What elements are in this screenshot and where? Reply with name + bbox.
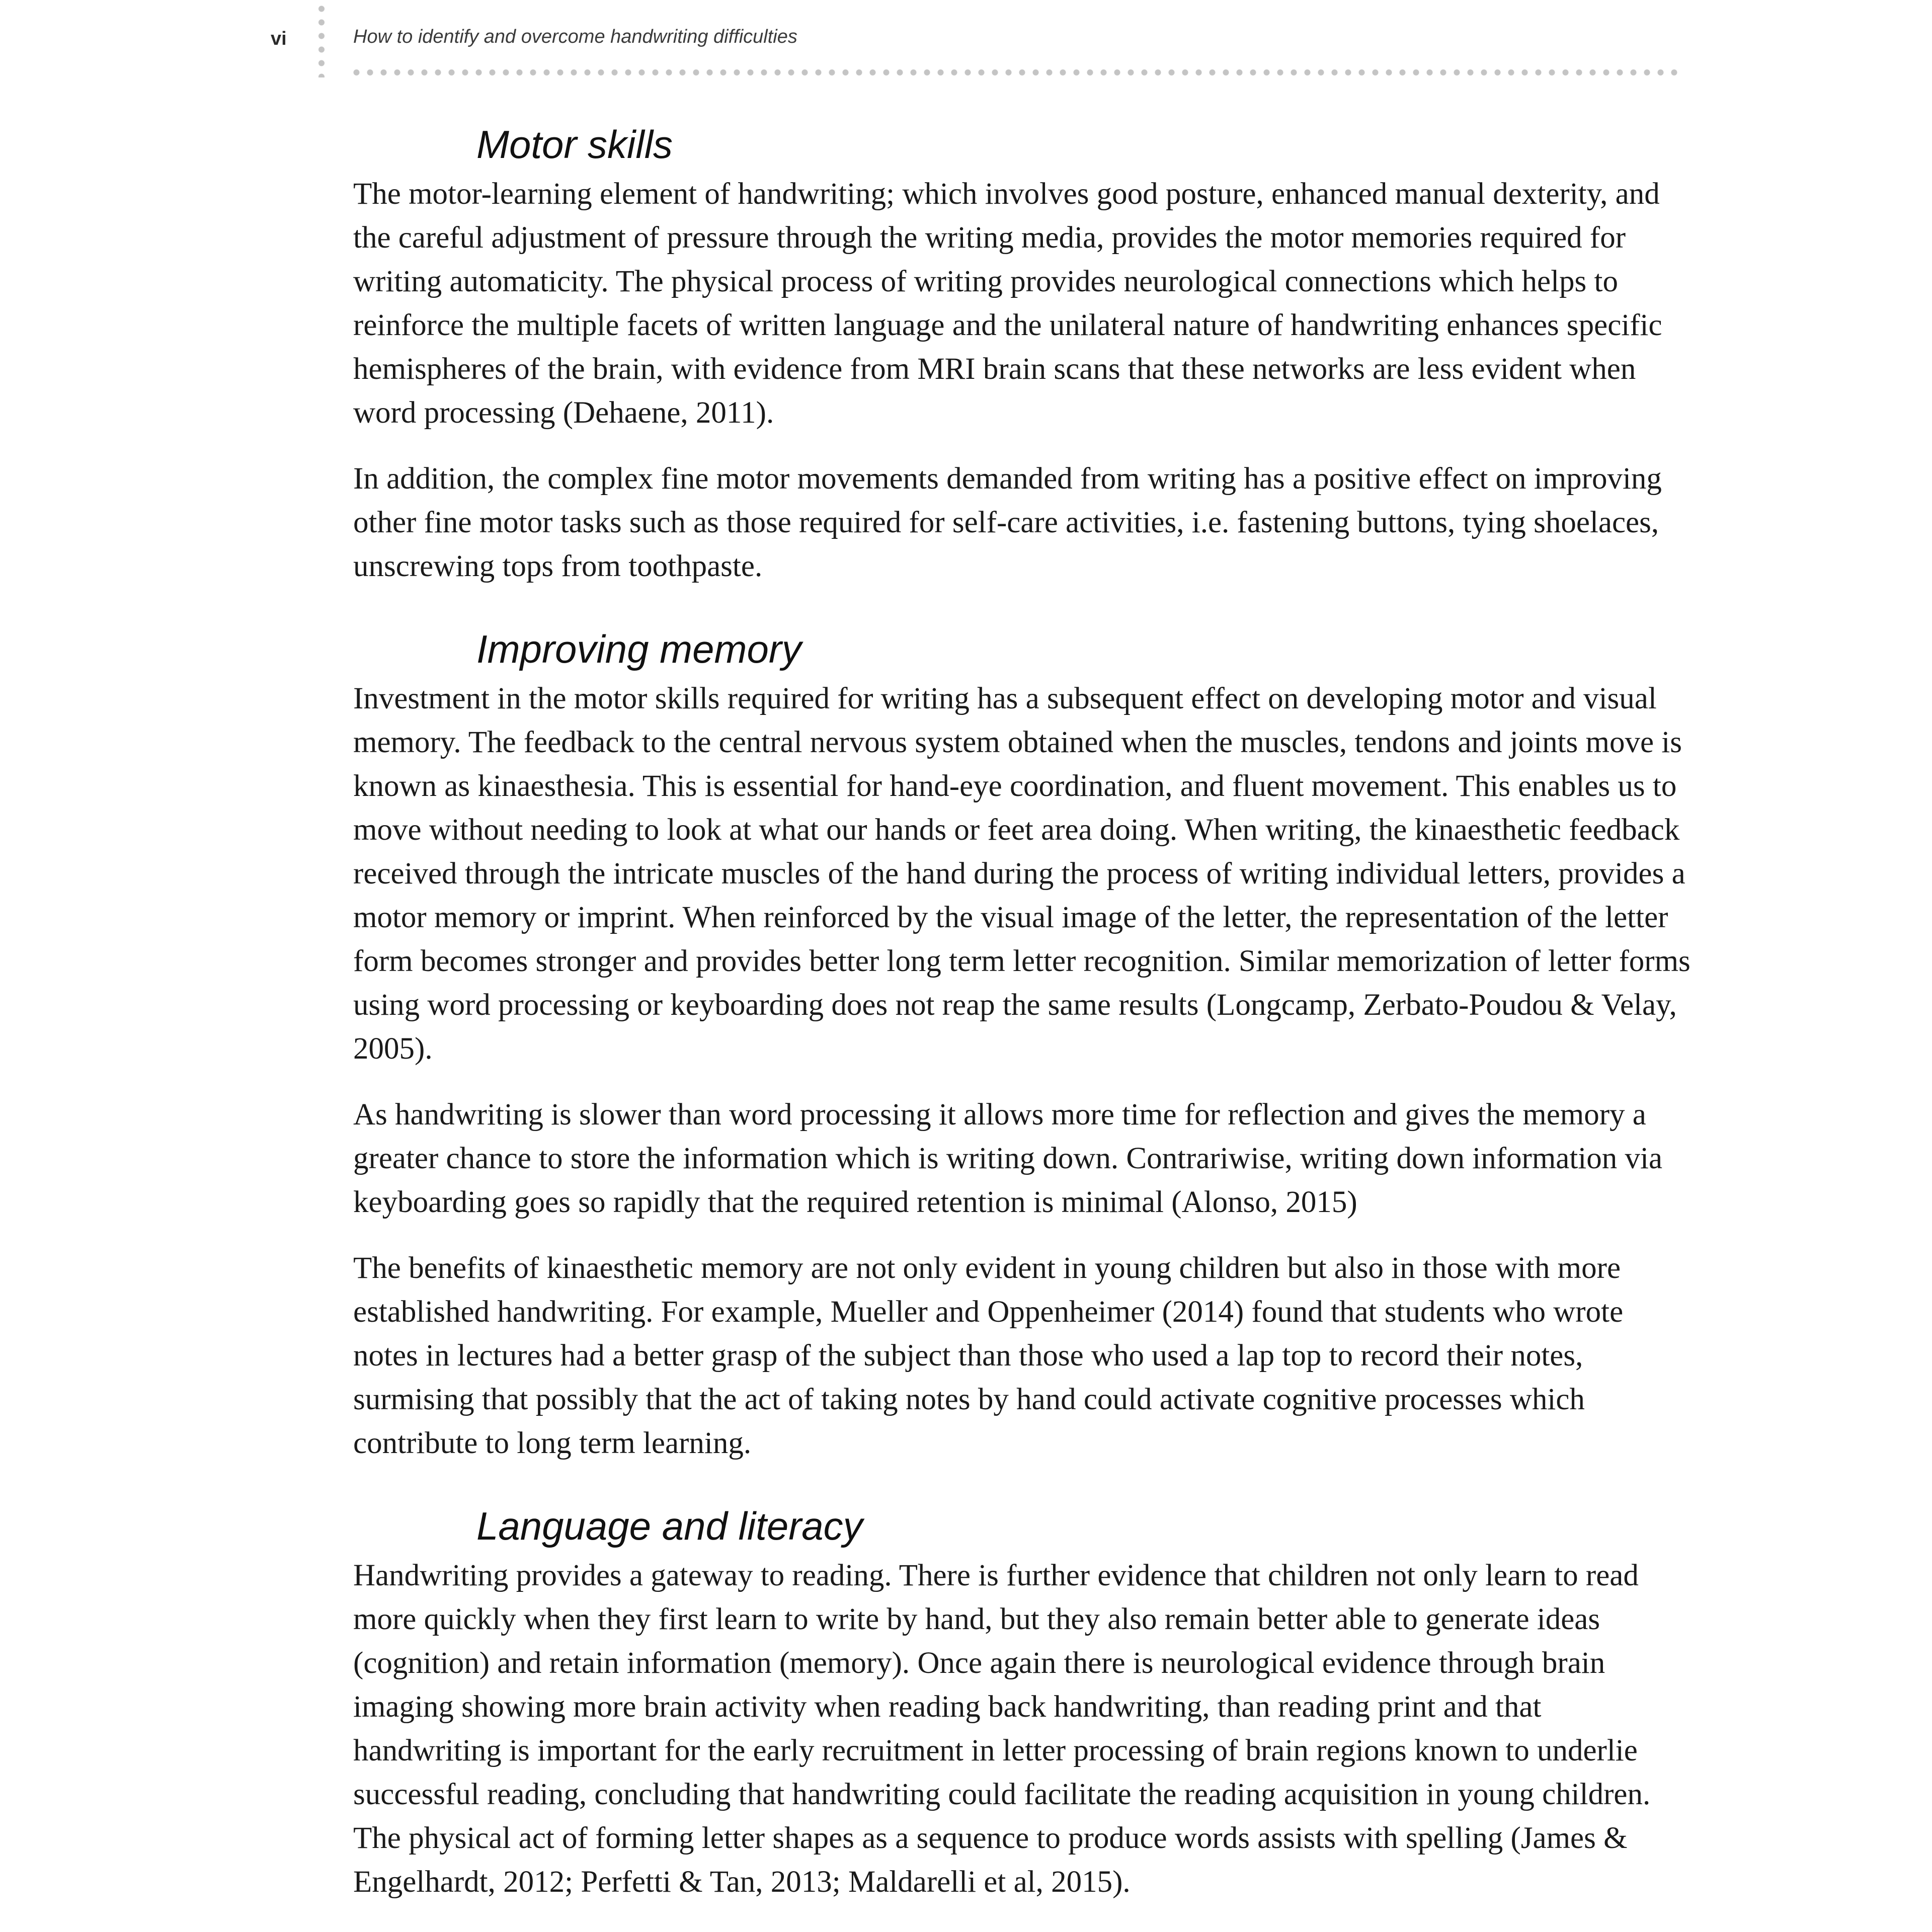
body-paragraph: The motor-learning element of handwriting; which involves good posture, enhanced manual dexterity, and the careful adjustment of pressure through the writing media, provides the motor memories required for writing automaticity. The physical process of writing provides neurological connections which helps to reinforce the multiple facets of written language and the unilateral nature of handwriting enhances specific hemispheres of the brain, with evidence from MRI brain scans that these networks are less evident when word processing (Dehaene, 2011).: [353, 177, 1662, 430]
section-heading: Improving memory: [476, 627, 801, 671]
page-body: [353, 117, 1692, 1904]
body-paragraph: As handwriting is slower than word processing it allows more time for reflection and gives the memory a greater chance to store the information which is writing down. Contrariwise, writing down information via keyboarding goes so rapidly that the required retention is minimal (Alonso, 2015): [353, 1098, 1663, 1219]
page-number: vi: [271, 28, 287, 49]
body-paragraph: Investment in the motor skills required for writing has a subsequent effect on developing motor and visual memory. The feedback to the central nervous system obtained when the muscles, tendons and joints move is known as kinaesthesia. This is essential for hand-eye coordination, and fluent movement. This enables us to move without needing to look at what our hands or feet area doing. When writing, the kinaesthetic feedback received through the intricate muscles of the hand during the process of writing individual letters, provides a motor memory or imprint. When reinforced by the visual image of the letter, the representation of the letter form becomes stronger and provides better long term letter recognition. Similar memorization of letter forms using word processing or keyboarding does not reap the same results (Longcamp, Zerbato-Poudou & Velay, 2005).: [353, 682, 1691, 1066]
header-horizontal-dotted-rule: [350, 69, 1678, 76]
section-motor-skills: [353, 117, 1692, 588]
section-heading: Language and literacy: [476, 1504, 863, 1548]
body-paragraph: Handwriting provides a gateway to reading. There is further evidence that children not only learn to read more quickly when they first learn to write by hand, but they also remain better able to generate ideas (cognition) and retain information (memory). Once again there is neurological evidence through brain imaging showing more brain activity when reading back handwriting, than reading print and that handwriting is important for the early recruitment in letter processing of brain regions known to underlie successful reading, concluding that handwriting could facilitate the reading acquisition in young children. The physical act of forming letter shapes as a sequence to produce words assists with spelling (James & Engelhardt, 2012; Perfetti & Tan, 2013; Maldarelli et al, 2015).: [353, 1559, 1651, 1899]
running-title: How to identify and overcome handwriting difficulties: [353, 26, 797, 47]
section-heading: Motor skills: [476, 122, 673, 167]
section-improving-memory: [353, 621, 1692, 1465]
body-paragraph: In addition, the complex fine motor movements demanded from writing has a positive effect on improving other fine motor tasks such as those required for self-care activities, i.e. fastening buttons, tying shoelaces, unscrewing tops from toothpaste.: [353, 462, 1662, 583]
section-language-and-literacy: [353, 1498, 1692, 1904]
header-vertical-dotted-rule: [318, 2, 325, 77]
body-paragraph: The benefits of kinaesthetic memory are not only evident in young children but also in those with more established handwriting. For example, Mueller and Oppenheimer (2014) found that students who wrote notes in lectures had a better grasp of the subject than those who used a lap top to record their notes, surmising that possibly that the act of taking notes by hand could activate cognitive processes which contribute to long term learning.: [353, 1251, 1624, 1460]
